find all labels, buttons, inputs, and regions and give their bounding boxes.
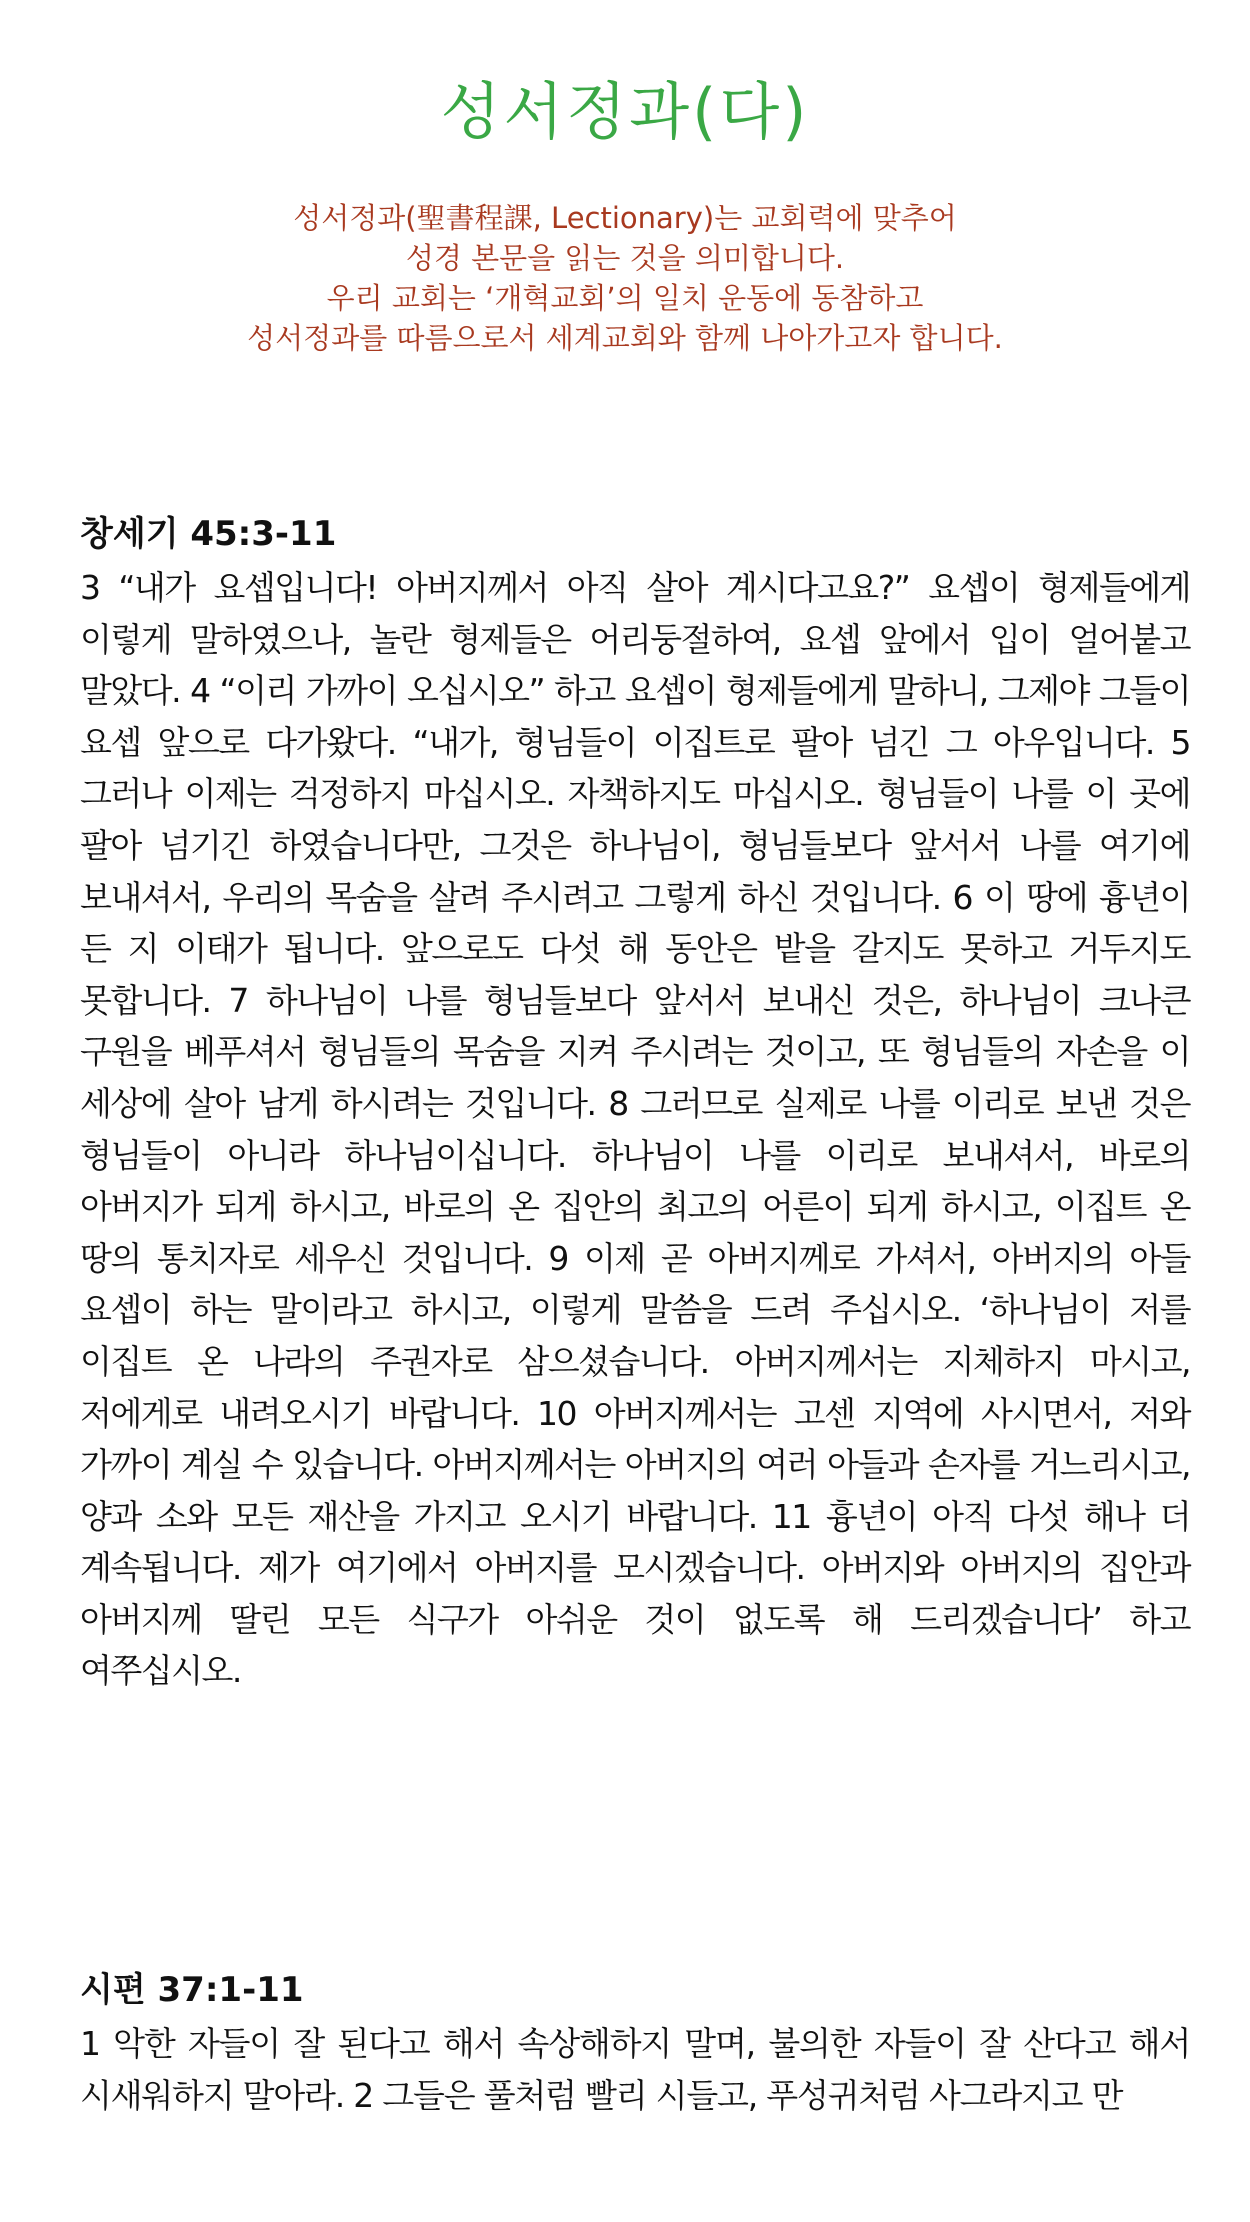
reading-reference: 창세기 45:3-11 <box>80 514 337 554</box>
intro-line: 성서정과를 따름으로서 세계교회와 함께 나아가고자 합니다. <box>247 321 1003 355</box>
reading-reference: 시편 37:1-11 <box>80 1970 304 2010</box>
intro-line: 성경 본문을 읽는 것을 의미합니다. <box>405 241 845 275</box>
reading-text: 3 “내가 요셉입니다! 아버지께서 아직 살아 계시다고요?” 요셉이 형제들에게 이렇게 말하였으나, 놀란 형제들은 어리둥절하여, 요셉 앞에서 입이 얼어붙고 말았다. 4 “이리 가까이 오십시오” 하고 요셉이 형제들에게 말하니, 그제야 그들이 요셉 앞으로 다가왔다. “내가, 형님들이 이집트로 팔아 넘긴 그 아우입니다. 5 그러나 이제는 걱정하지 마십시오. 자책하지도 마십시오. 형님들이 나를 이 곳에 팔아 넘기긴 하였습니다만, 그것은 하나님이, 형님들보다 앞서서 나를 여기에 보내셔서, 우리의 목숨을 살려 주시려고 그렇게 하신 것입니다. 6 이 땅에 흉년이 든 지 이태가 됩니다. 앞으로도 다섯 해 동안은 밭을 갈지도 못하고 거두지도 못합니다. 7 하나님이 나를 형님들보다 앞서서 보내신 것은, 하나님이 크나큰 구원을 베푸셔서 형님들의 목숨을 지켜 주시려는 것이고, 또 형님들의 자손을 이 세상에 살아 남게 하시려는 것입니다. 8 그러므로 실제로 나를 이리로 보낸 것은 형님들이 아니라 하나님이십니다. 하나님이 나를 이리로 보내셔서, 바로의 아버지가 되게 하시고, 바로의 온 집안의 최고의 어른이 되게 하시고, 이집트 온 땅의 통치자로 세우신 것입니다. 9 이제 곧 아버지께로 가셔서, 아버지의 아들 요셉이 하는 말이라고 하시고, 이렇게 말씀을 드려 주십시오. ‘하나님이 저를 이집트 온 나라의 주권자로 삼으셨습니다. 아버지께서는 지체하지 마시고, 저에게로 내려오시기 바랍니다. 10 아버지께서는 고센 지역에 사시면서, 저와 가까이 계실 수 있습니다. 아버지께서는 아버지의 여러 아들과 손자를 거느리시고, 양과 소와 모든 재산을 가지고 오시기 바랍니다. 11 흉년이 아직 다섯 해나 더 계속됩니다. 제가 여기에서 아버지를 모시겠습니다. 아버지와 아버지의 집안과 아버지께 딸린 모든 식구가 아쉬운 것이 없도록 해 드리겠습니다’ 하고 여쭈십시오. <box>80 568 1190 1691</box>
intro-line: 우리 교회는 ‘개혁교회’의 일치 운동에 동참하고 <box>326 281 924 315</box>
intro-line: 성서정과(聖書程課, Lectionary)는 교회력에 맞추어 <box>293 201 957 235</box>
reading-text: 1 악한 자들이 잘 된다고 해서 속상해하지 말며, 불의한 자들이 잘 산다고 해서 시새워하지 말아라. 2 그들은 풀처럼 빨리 시들고, 푸성귀처럼 사그라지고 만 <box>80 2024 1190 2115</box>
intro-text <box>0 198 1250 358</box>
page-title: 성서정과(다) <box>440 75 810 148</box>
reading-psalm <box>80 1962 1190 2121</box>
reading-genesis <box>80 506 1190 1697</box>
